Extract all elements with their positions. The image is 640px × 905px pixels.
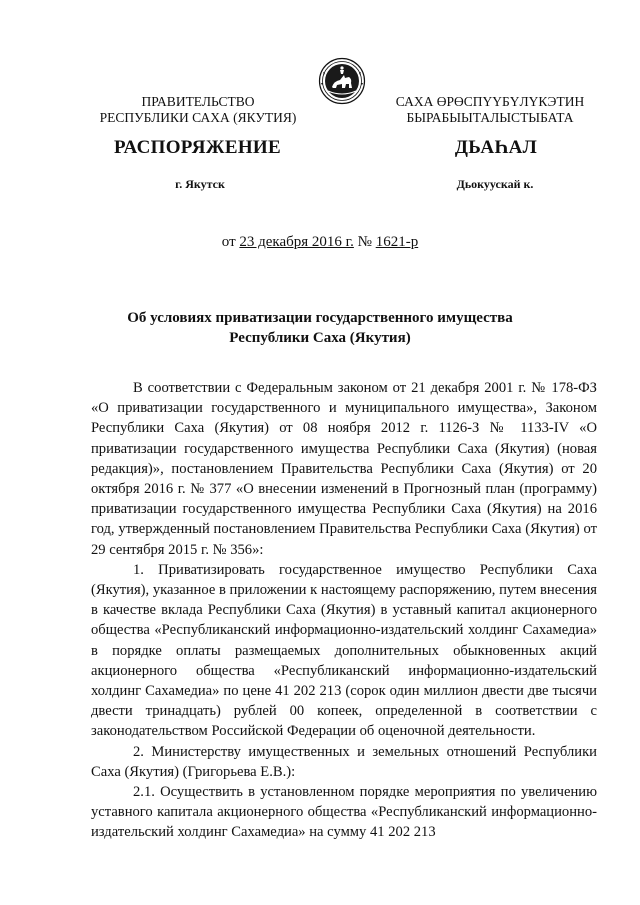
subject-line1: Об условиях приватизации государственного имущества bbox=[127, 310, 513, 326]
date-number-line bbox=[0, 234, 640, 251]
document-number: 1621-р bbox=[375, 234, 419, 250]
issuer-sakha bbox=[370, 94, 610, 126]
issuer-sakha-line2: БЫРАБЫЫТАЛЫСТЫБАТА bbox=[406, 110, 574, 125]
issuer-ru-line1: ПРАВИТЕЛЬСТВО bbox=[141, 94, 255, 109]
paragraph-item-2-1: 2.1. Осуществить в установленном порядке мероприятия по увеличению уставного капитала акционерного общества «Республиканский информационно-издательский холдинг Сахамедиа» на сумму 41 202 213 bbox=[91, 784, 597, 841]
paragraph-preamble: В соответствии с Федеральным законом от 21 декабря 2001 г. № 178-ФЗ «О приватизации государственного и муниципального имущества», Законом Республики Саха (Якутия) от 08 ноября 2012 г. 1126-З № 1133-IV «О приватизации государственного имущества Республики Саха (Якутия) (новая редакция)», постановлением Правительства Республики Саха (Якутия) от 20 октября 2016 г. № 377 «О внесении изменений в Прогнозный план (программу) приватизации государственного имущества Республики Саха (Якутия) на 2016 год, утвержденный постановлением Правительства Республики Саха (Якутия) от 29 сентября 2015 г. № 356»: bbox=[91, 380, 597, 558]
city-sakha: Дьокуускай к. bbox=[456, 177, 534, 191]
doc-type-sakha: ДЬАҺАЛ bbox=[454, 137, 538, 158]
document-subject bbox=[100, 308, 540, 348]
issuer-ru bbox=[88, 94, 308, 126]
issuer-sakha-line1: САХА ӨРӨСПҮҮБҮЛҮКЭТИН bbox=[395, 94, 585, 109]
subject-line2: Республики Саха (Якутия) bbox=[229, 330, 411, 346]
coat-of-arms-icon bbox=[318, 57, 366, 105]
issuer-ru-line2: РЕСПУБЛИКИ САХА (ЯКУТИЯ) bbox=[99, 110, 297, 125]
document-body bbox=[91, 378, 597, 843]
date-prefix: от bbox=[221, 234, 240, 250]
number-label: № bbox=[353, 234, 376, 250]
paragraph-item-2: 2. Министерству имущественных и земельных отношений Республики Саха (Якутия) (Григорьева Е.В.): bbox=[91, 743, 597, 780]
paragraph-item-1: 1. Приватизировать государственное имущество Республики Саха (Якутия), указанное в приложении к настоящему распоряжению, путем внесения в качестве вклада Республики Саха (Якутия) в уставный капитал акционерного общества «Республиканский информационно-издательский холдинг Сахамедиа» в порядке оплаты размещаемых дополнительных обыкновенных акций акционерного общества «Республиканский информационно-издательский холдинг Сахамедиа» по цене 41 202 213 (сорок один миллион двести две тысячи двести тринадцать) рублей 00 копеек, определенной в соответствии с законодательством Российской Федерации об оценочной деятельности. bbox=[91, 561, 597, 740]
doc-type-ru: РАСПОРЯЖЕНИЕ bbox=[114, 137, 281, 158]
city-ru: г. Якутск bbox=[175, 177, 225, 191]
document-date: 23 декабря 2016 г. bbox=[239, 234, 354, 250]
